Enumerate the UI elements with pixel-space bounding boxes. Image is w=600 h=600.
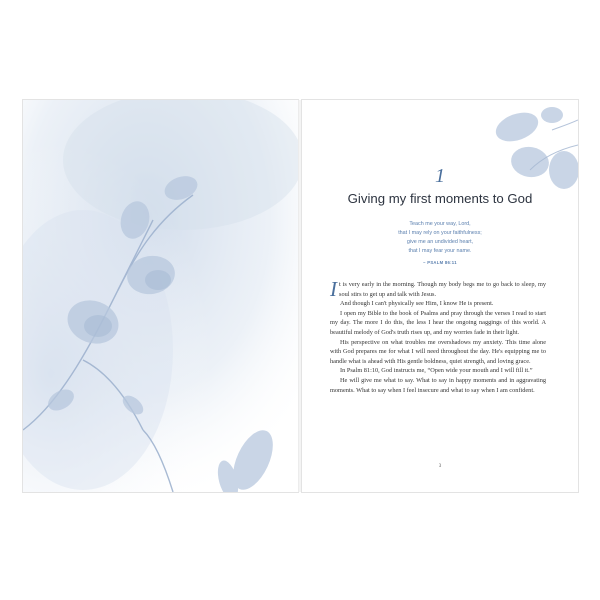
epigraph-line: give me an undivided heart, (406, 239, 474, 245)
body-paragraph: In Psalm 81:10, God instructs me, “Open wide your mouth and I will fill it.” (340, 367, 533, 375)
epigraph-reference: – PSALM 86:11 (423, 260, 457, 265)
chapter-title: Giving my first moments to God (347, 191, 533, 206)
right-page (302, 100, 578, 492)
body-paragraph: I open my Bible to the book of Psalms and pray through the verses I read to start my day. The more I do this, the less I hear the ongoing naggings of this world. A beautiful melody of God's truth rises up, and my worries fade in their light. (330, 309, 546, 336)
page-number: 3 (438, 464, 442, 469)
body-paragraph: His perspective on what troubles me overshadows my anxiety. This time alone with God prepares me for what I will need throughout the day. He's equipping me to handle what is ahead with His gentle boldness, quiet strength, and loving grace. (330, 338, 546, 365)
epigraph (302, 220, 578, 267)
paragraph-text: t is very early in the morning. Though my body begs me to go back to sleep, my soul stirs to get up and talk with Jesus. (339, 281, 546, 298)
eucalyptus-branch-illustration (23, 100, 298, 492)
epigraph-line: that I may rely on your faithfulness; (398, 230, 482, 236)
body-paragraph: And though I can't physically see Him, I know He is present. (340, 300, 494, 308)
epigraph-line: Teach me your way, Lord, (409, 221, 471, 227)
drop-cap: I (330, 277, 337, 301)
book-spread (23, 100, 578, 492)
epigraph-line: that I may fear your name. (408, 248, 472, 254)
chapter-number: 1 (435, 165, 445, 187)
body-paragraph: He will give me what to say. What to say in happy moments and in aggravating moments. What to say when I feel insecure and what to say when I am confident. (330, 376, 546, 394)
body-paragraph (330, 277, 546, 301)
left-page (23, 100, 298, 492)
chapter-body (330, 277, 546, 395)
